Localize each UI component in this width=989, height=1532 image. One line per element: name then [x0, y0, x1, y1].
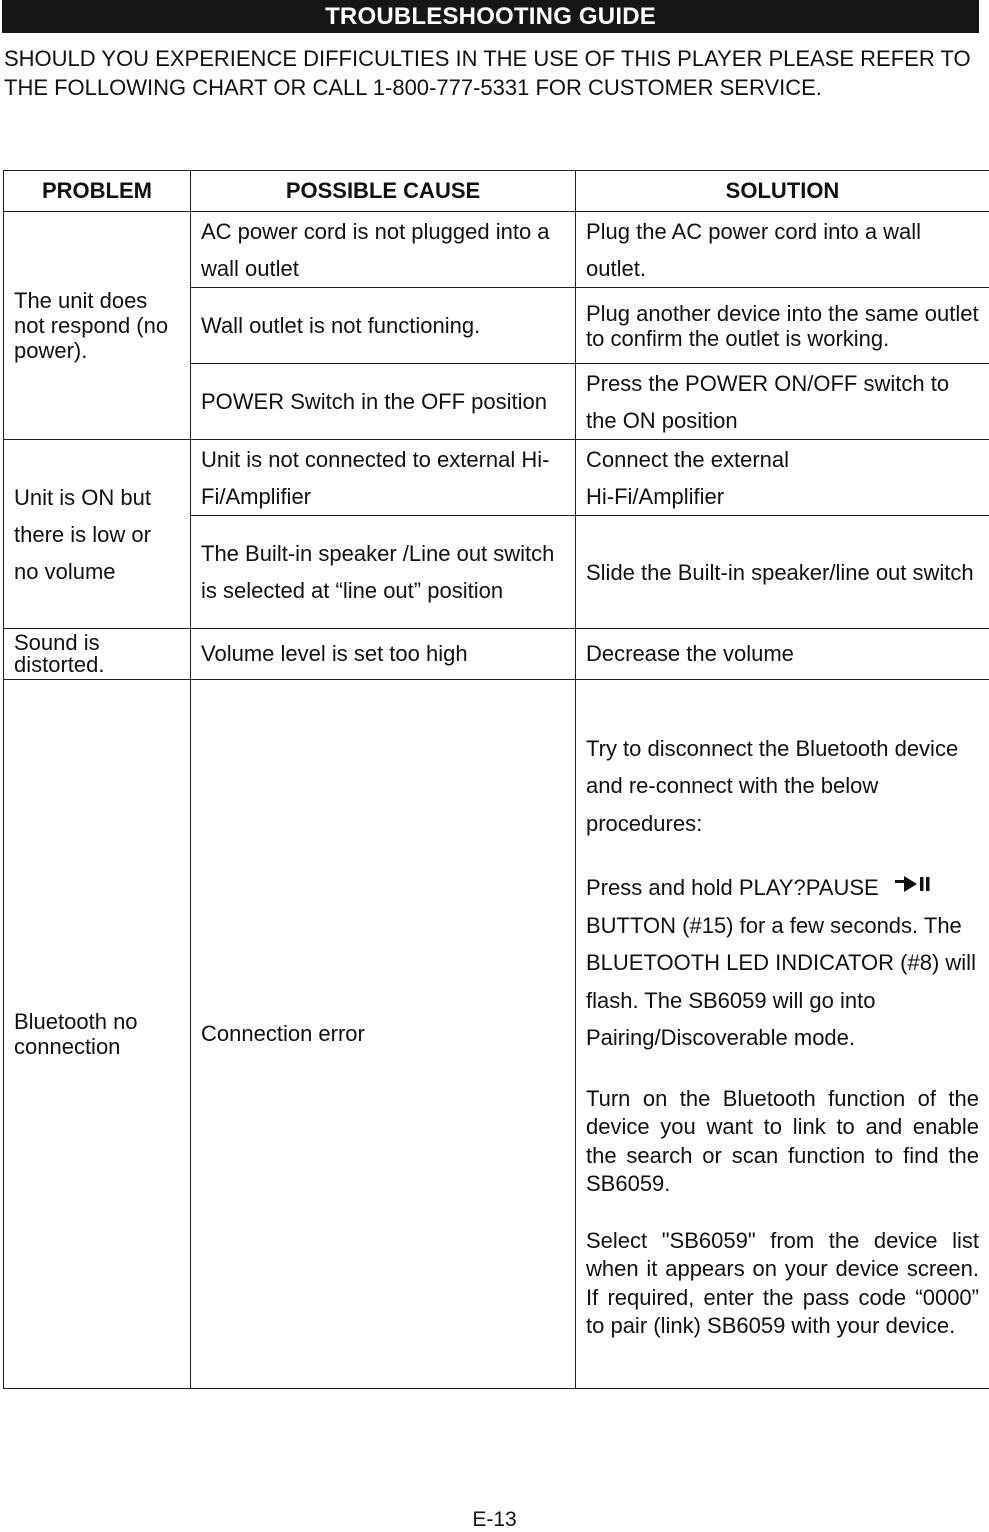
bluetooth-intro: Try to disconnect the Bluetooth device and re-connect with the below procedures:: [586, 730, 979, 843]
table-row: [4, 629, 989, 680]
intro-text: SHOULD YOU EXPERIENCE DIFFICULTIES IN THE USE OF THIS PLAYER PLEASE REFER TO THE FOLLOWING CHART OR CALL 1-800-777-5331 FOR CUSTOMER SERVICE.: [4, 44, 979, 102]
bluetooth-step-1-text-cont: BUTTON (#15) for a few seconds. The BLUETOOTH LED INDICATOR (#8) will flash. The SB6059 will go into Pairing/Discoverable mode.: [586, 913, 976, 1051]
column-header-problem: PROBLEM: [4, 171, 191, 212]
page-title: TROUBLESHOOTING GUIDE: [2, 0, 979, 33]
solution-cell: Press the POWER ON/OFF switch to the ON position: [576, 364, 989, 440]
bluetooth-step-1-text: Press and hold PLAY?PAUSE: [586, 875, 879, 900]
cause-cell: Wall outlet is not functioning.: [191, 288, 576, 364]
bluetooth-step-1: [586, 866, 979, 1057]
solution-line: Hi-Fi/Amplifier: [586, 478, 979, 515]
table-header-row: [4, 171, 989, 212]
cause-cell: AC power cord is not plugged into a wall outlet: [191, 212, 576, 288]
column-header-solution: SOLUTION: [576, 171, 989, 212]
cause-cell: Unit is not connected to external Hi-Fi/Amplifier: [191, 440, 576, 516]
bluetooth-step-2: Turn on the Bluetooth function of the device you want to link to and enable the search or scan function to find the SB6059.: [586, 1085, 979, 1199]
cause-cell: Volume level is set too high: [191, 629, 576, 680]
page-number: E-13: [0, 1508, 989, 1532]
problem-bluetooth: Bluetooth no connection: [4, 680, 191, 1389]
troubleshooting-table: [3, 170, 989, 1389]
solution-cell: Plug another device into the same outlet to confirm the outlet is working.: [576, 288, 989, 364]
problem-no-power: The unit does not respond (no power).: [4, 212, 191, 440]
table-row: [4, 680, 989, 1389]
play-pause-icon: [895, 866, 931, 904]
solution-cell-bluetooth: [576, 680, 989, 1389]
solution-cell: Slide the Built-in speaker/line out switch: [576, 516, 989, 629]
cause-cell: Connection error: [191, 680, 576, 1389]
cause-cell: The Built-in speaker /Line out switch is selected at “line out” position: [191, 516, 576, 629]
bluetooth-step-3: Select "SB6059" from the device list when it appears on your device screen. If required, enter the pass code “0000” to pair (link) SB6059 with your device.: [586, 1227, 979, 1341]
table-row: [4, 440, 989, 516]
solution-cell: [576, 440, 989, 516]
solution-line: Connect the external: [586, 441, 979, 478]
cause-cell: POWER Switch in the OFF position: [191, 364, 576, 440]
column-header-cause: POSSIBLE CAUSE: [191, 171, 576, 212]
solution-cell: Plug the AC power cord into a wall outlet.: [576, 212, 989, 288]
problem-low-volume: Unit is ON but there is low or no volume: [4, 440, 191, 629]
table-row: [4, 212, 989, 288]
solution-cell: Decrease the volume: [576, 629, 989, 680]
problem-distorted: Sound is distorted.: [4, 629, 191, 680]
